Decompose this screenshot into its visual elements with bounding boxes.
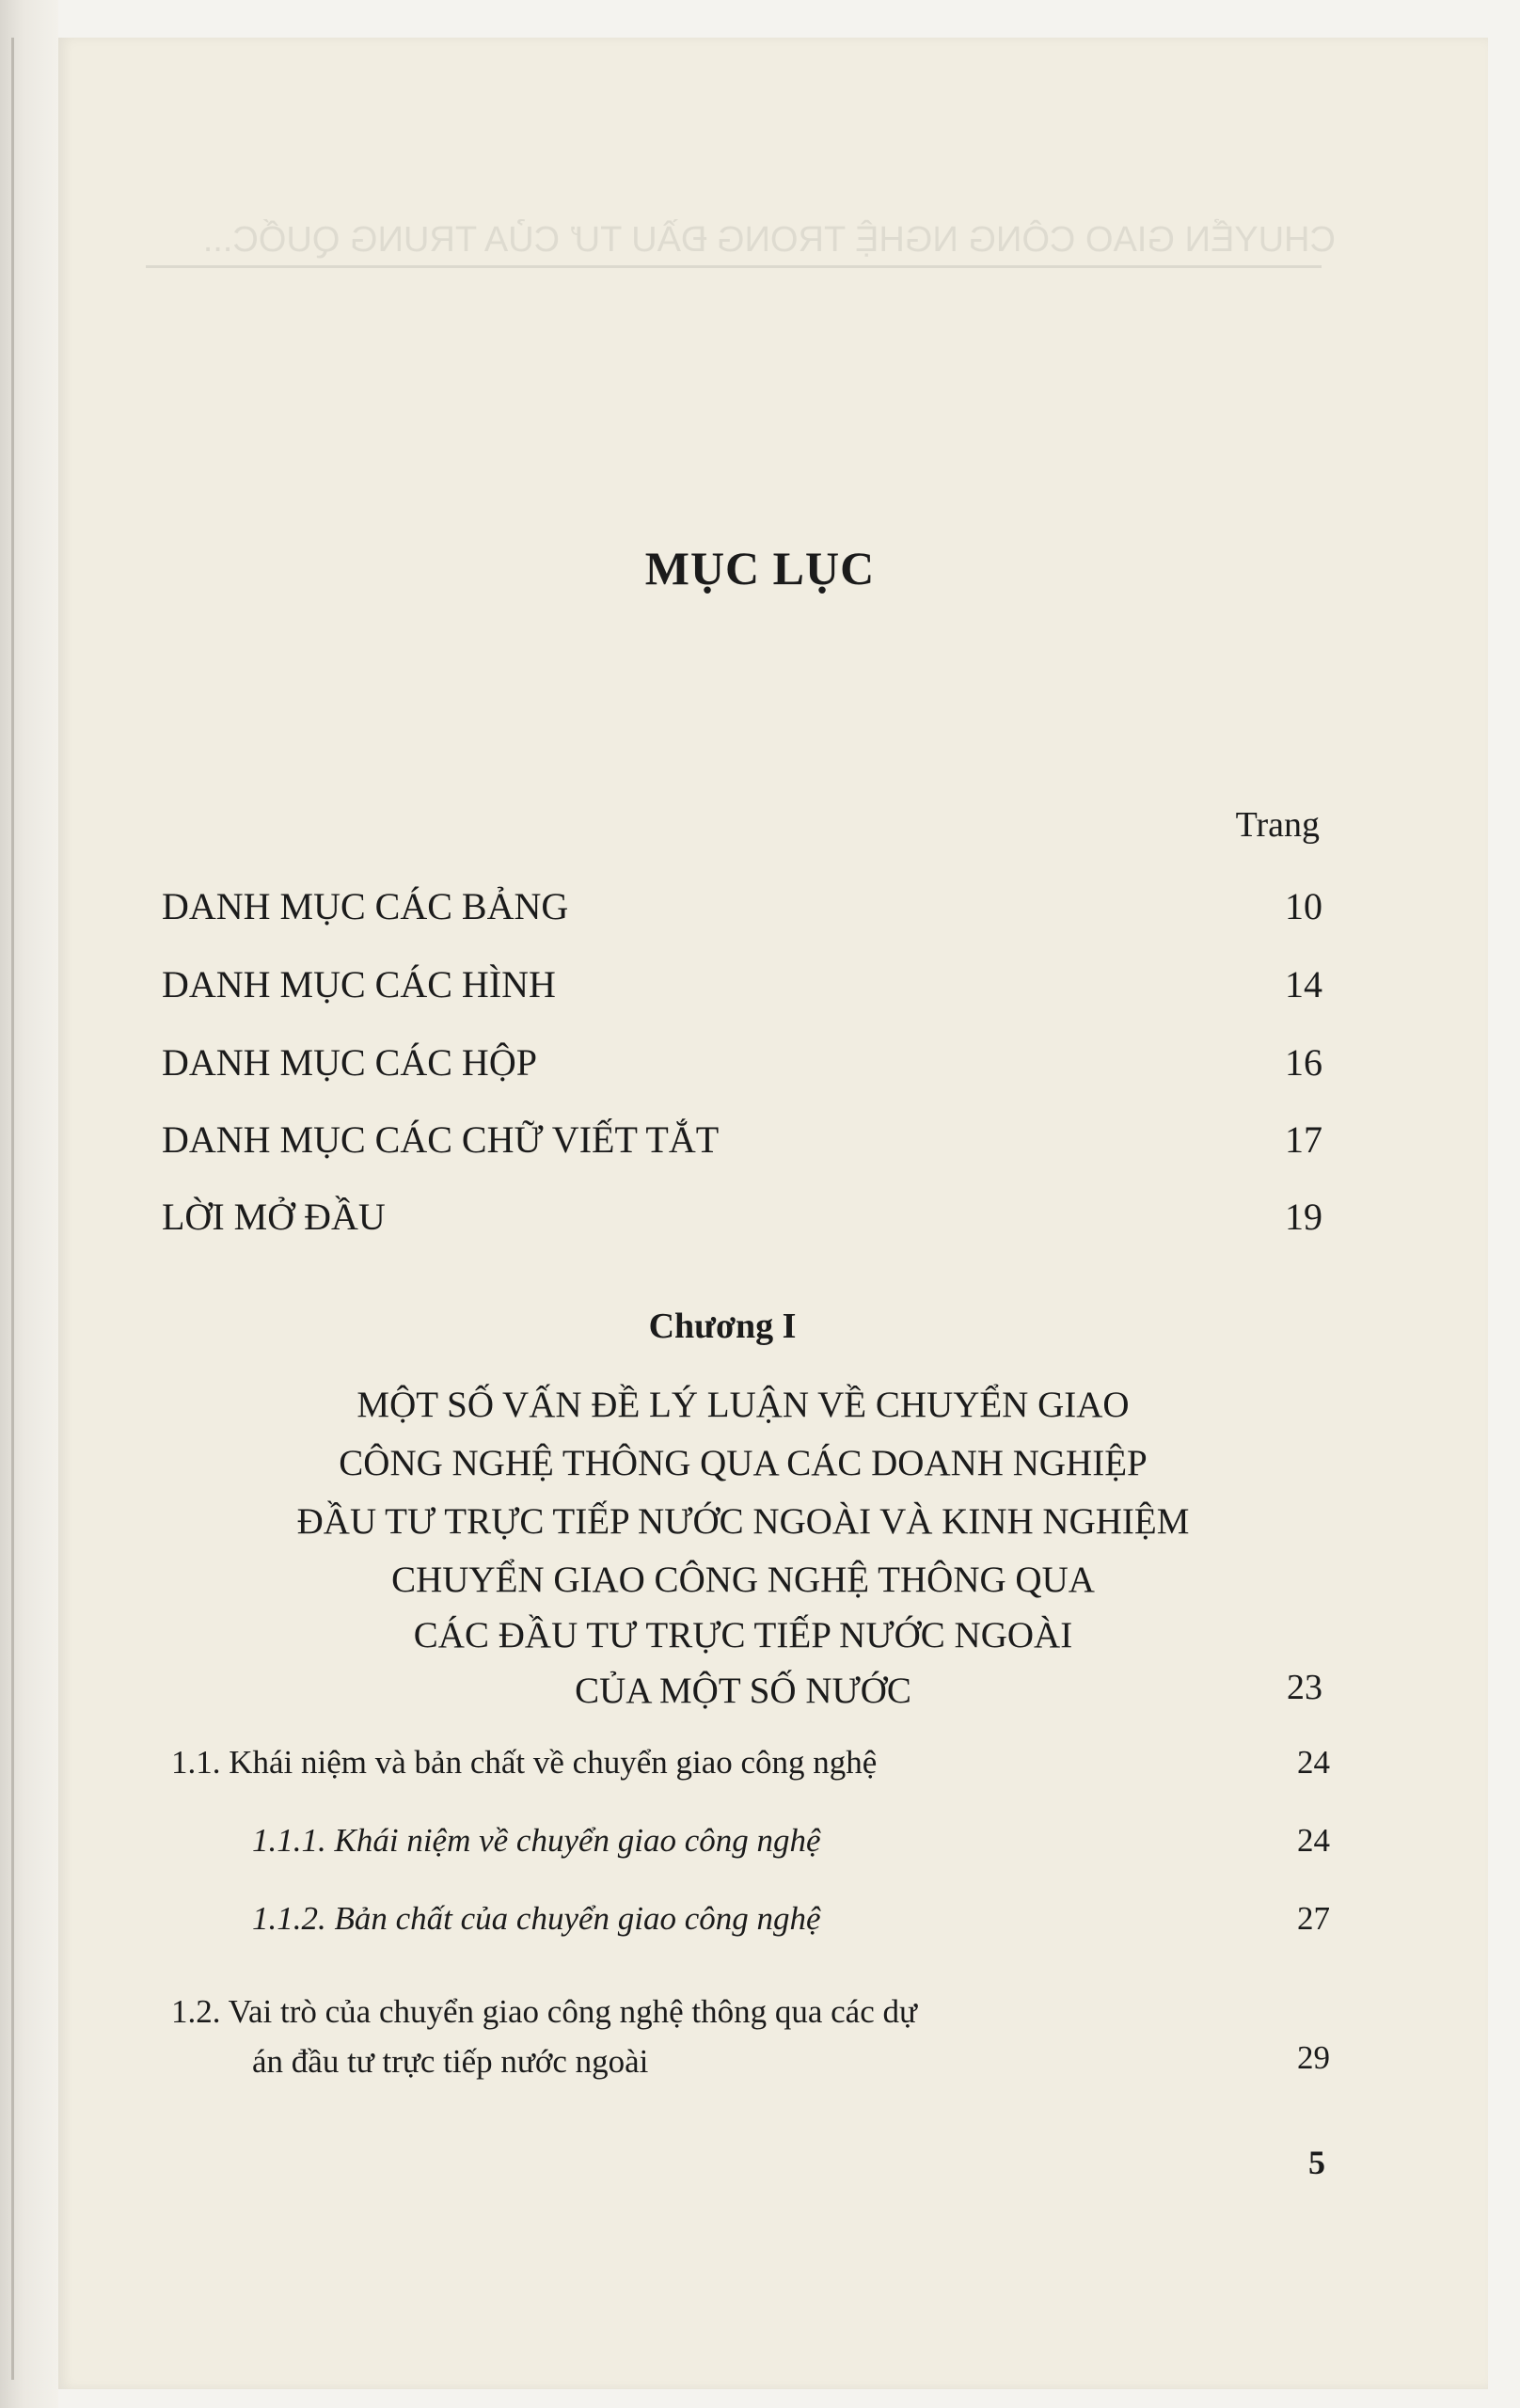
book-spine [0,0,58,2408]
toc-section-label: 1.1. Khái niệm và bản chất về chuyển giao công nghệ [171,1744,878,1781]
toc-section-page: 29 [1297,2039,1330,2076]
toc-entry [162,884,1322,928]
toc-subsection-label: 1.1.1. Khái niệm về chuyển giao công nghệ [252,1822,821,1859]
toc-entry-page: 17 [1285,1118,1322,1161]
toc-entry [162,1040,1322,1085]
chapter-number: Chương I [648,1307,797,1346]
toc-entry [162,962,1322,1006]
toc-entry-page: 19 [1285,1196,1322,1238]
toc-subsection-page: 24 [1297,1822,1330,1859]
toc-entry-label: DANH MỤC CÁC BẢNG [162,885,569,927]
toc-entry [162,1195,1322,1239]
toc-entry-label: DANH MỤC CÁC HÌNH [162,963,556,1006]
toc-subsection [252,1822,1330,1860]
page-number: 5 [1308,2144,1325,2181]
toc-subsection-label: 1.1.2. Bản chất của chuyển giao công nghệ [252,1900,821,1937]
page-title: MỤC LỤC [644,542,876,594]
chapter-title-line: CỦA MỘT SỐ NƯỚC [575,1671,911,1711]
chapter-title-line: MỘT SỐ VẤN ĐỀ LÝ LUẬN VỀ CHUYỂN GIAO [356,1385,1130,1425]
toc-subsection-page: 27 [1297,1900,1330,1937]
toc-entry-page: 16 [1285,1041,1322,1084]
toc-section-line: án đầu tư trực tiếp nước ngoài [252,2043,649,2080]
chapter-title-line: CÁC ĐẦU TƯ TRỰC TIẾP NƯỚC NGOÀI [413,1615,1073,1656]
toc-entry [162,1117,1322,1162]
chapter-page: 23 [1287,1668,1322,1707]
chapter-title-line: CHUYỂN GIAO CÔNG NGHỆ THÔNG QUA [391,1560,1095,1600]
toc-entry-page: 14 [1285,963,1322,1006]
page-column-label: Trang [1235,805,1320,845]
toc-subsection [252,1900,1330,1938]
toc-entry-page: 10 [1285,885,1322,927]
bleed-through-rule [146,265,1322,268]
toc-entry-label: LỜI MỞ ĐẦU [162,1196,386,1238]
toc-section-line: 1.2. Vai trò của chuyển giao công nghệ thông qua các dự [171,1993,917,2030]
toc-entry-label: DANH MỤC CÁC HỘP [162,1041,537,1084]
toc-entry-label: DANH MỤC CÁC CHỮ VIẾT TẮT [162,1118,720,1161]
toc-section-page: 24 [1297,1744,1330,1781]
toc-section [171,1744,1330,1782]
spine-edge [11,38,14,2380]
chapter-title-line: CÔNG NGHỆ THÔNG QUA CÁC DOANH NGHIỆP [339,1443,1148,1483]
toc-section-multiline [171,1987,1159,2086]
chapter-title-line: ĐẦU TƯ TRỰC TIẾP NƯỚC NGOÀI VÀ KINH NGHIỆM [296,1501,1190,1542]
